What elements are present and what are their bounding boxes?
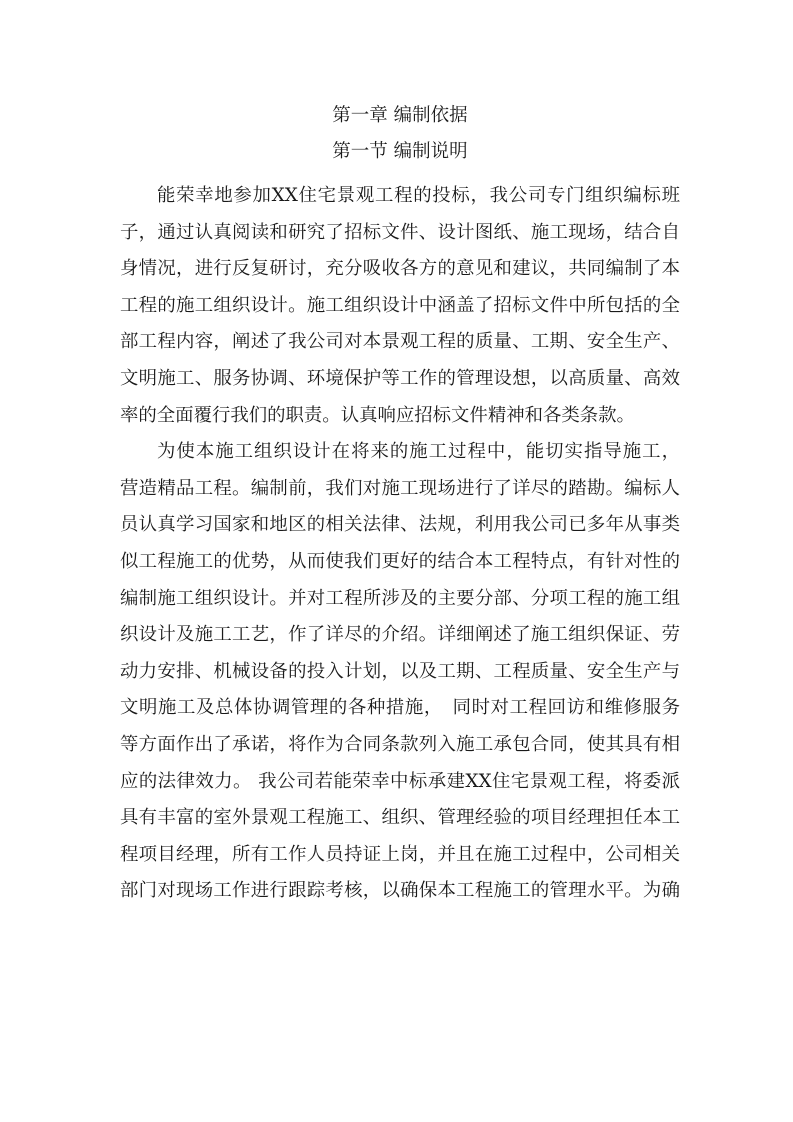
paragraph-line: 工程的施工组织设计。施工组织设计中涵盖了招标文件中所包括的全 xyxy=(120,294,680,316)
paragraph-line: 编制施工组织设计。并对工程所涉及的主要分部、分项工程的施工组 xyxy=(120,587,680,609)
paragraph-line: 为使本施工组织设计在将来的施工过程中，能切实指导施工， xyxy=(157,441,680,463)
paragraph-line: 文明施工、服务协调、环境保护等工作的管理设想，以高质量、高效 xyxy=(120,367,680,389)
paragraph-line: 能荣幸地参加XX住宅景观工程的投标，我公司专门组织编标班 xyxy=(157,185,680,206)
paragraph-line: 具有丰富的室外景观工程施工、组织、管理经验的项目经理担任本工 xyxy=(120,807,680,829)
paragraph-line: 似工程施工的优势，从而使我们更好的结合本工程特点，有针对性的 xyxy=(120,550,680,572)
paragraph-line: 部门对现场工作进行跟踪考核，以确保本工程施工的管理水平。为确 xyxy=(120,880,680,902)
document-body xyxy=(120,178,680,910)
paragraph-line: 率的全面覆行我们的职责。认真响应招标文件精神和各类条款。 xyxy=(120,404,635,426)
paragraph-compilation-intro xyxy=(120,178,680,434)
section-title: 第一节 编制说明 xyxy=(332,141,468,162)
paragraph-line: 等方面作出了承诺，将作为合同条款列入施工承包合同，使其具有相 xyxy=(120,733,680,755)
paragraph-line: 应的法律效力。 我公司若能荣幸中标承建XX住宅景观工程，将委派 xyxy=(120,770,680,792)
paragraph-line: 身情况，进行反复研讨，充分吸收各方的意见和建议，共同编制了本 xyxy=(120,258,680,280)
paragraph-line: 部工程内容，阐述了我公司对本景观工程的质量、工期、安全生产、 xyxy=(120,331,680,353)
paragraph-line: 程项目经理，所有工作人员持证上岗，并且在施工过程中，公司相关 xyxy=(120,843,680,865)
paragraph-line: 子，通过认真阅读和研究了招标文件、设计图纸、施工现场，结合自 xyxy=(120,221,680,243)
paragraph-line: 文明施工及总体协调管理的各种措施， 同时对工程回访和维修服务 xyxy=(120,697,680,719)
paragraph-compilation-purpose xyxy=(120,434,680,910)
paragraph-line: 动力安排、机械设备的投入计划，以及工期、工程质量、安全生产与 xyxy=(120,660,680,682)
paragraph-line: 织设计及施工工艺，作了详尽的介绍。详细阐述了施工组织保证、劳 xyxy=(120,624,680,646)
paragraph-line: 员认真学习国家和地区的相关法律、法规，利用我公司已多年从事类 xyxy=(120,514,680,536)
paragraph-line: 营造精品工程。编制前，我们对施工现场进行了详尽的踏勘。编标人 xyxy=(120,477,680,499)
chapter-title: 第一章 编制依据 xyxy=(332,105,468,126)
